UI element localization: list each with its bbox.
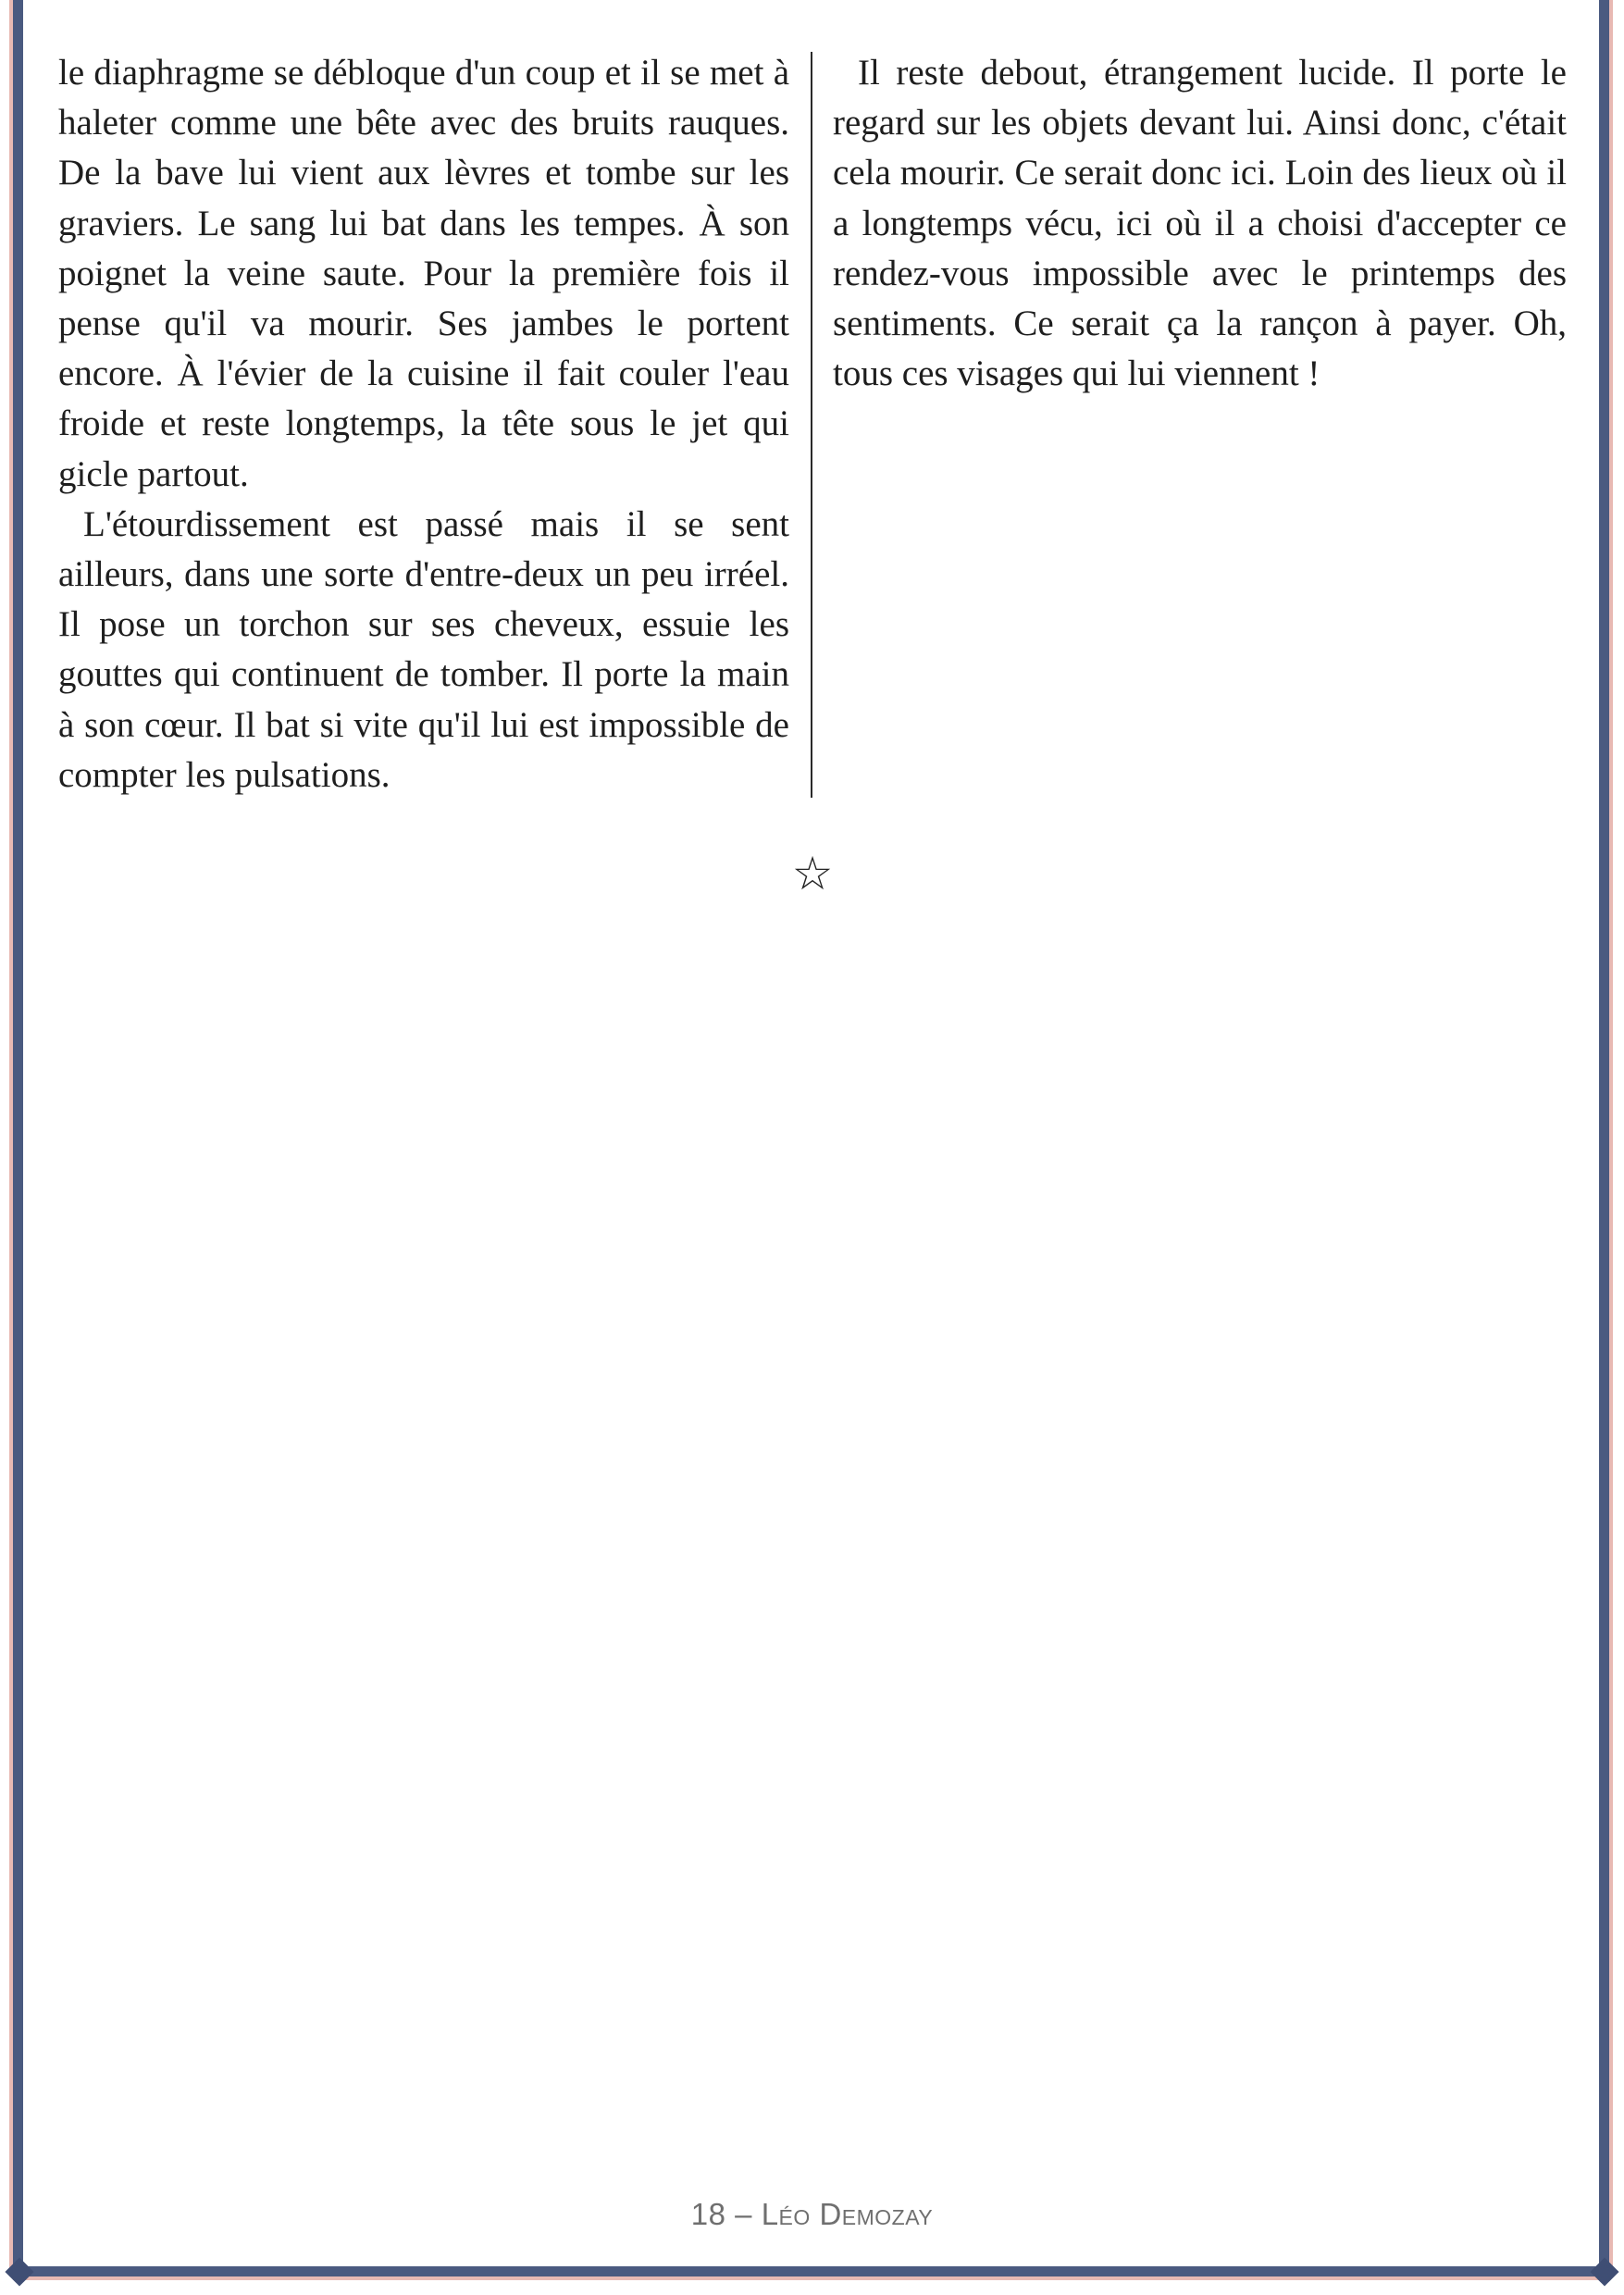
paragraph: L'étourdissement est passé mais il se sent ailleurs, dans une sorte d'entre-deux un peu irréel. Il pose un torchon sur ses cheveux, essuie les gouttes qui continuent de tomber. Il porte la main à son cœur. Il bat si vite qu'il lui est impossible de compter les pulsations.: [58, 503, 789, 795]
star-outline-icon: ☆: [791, 847, 834, 900]
left-text-column: [58, 48, 789, 800]
paragraph: le diaphragme se débloque d'un coup et il se met à haleter comme une bête avec des bruits rauques. De la bave lui vient aux lèvres et tombe sur les graviers. Le sang lui bat dans les tempes. À son poignet la veine saute. Pour la première fois il pense qu'il va mourir. Ses jambes le portent encore. À l'évier de la cuisine il fait couler l'eau froide et reste longtemps, la tête sous le jet qui gicle partout.: [58, 53, 789, 494]
paragraph: Il reste debout, étrangement lucide. Il porte le regard sur les objets devant lui. Ainsi donc, c'était cela mourir. Ce serait donc ici. Loin des lieux où il a longtemps vécu, ici où il a choisi d'accepter ce rendez-vous impossible avec le printemps des sentiments. Ce serait ça la rançon à payer. Oh, tous ces visages qui lui viennent !: [833, 53, 1567, 394]
right-text-column: [833, 48, 1567, 399]
page-frame-left: [13, 0, 23, 2276]
column-divider: [811, 52, 812, 798]
frame-corner-ornament-right: [1590, 2257, 1618, 2286]
page-frame-right: [1599, 0, 1609, 2276]
page-frame-bottom: [13, 2266, 1609, 2276]
page-number: 18: [690, 2197, 726, 2231]
frame-corner-ornament-left: [5, 2257, 33, 2286]
page-footer: [0, 2197, 1624, 2232]
footer-separator: –: [735, 2197, 753, 2231]
author-name: Léo Demozay: [761, 2197, 934, 2231]
